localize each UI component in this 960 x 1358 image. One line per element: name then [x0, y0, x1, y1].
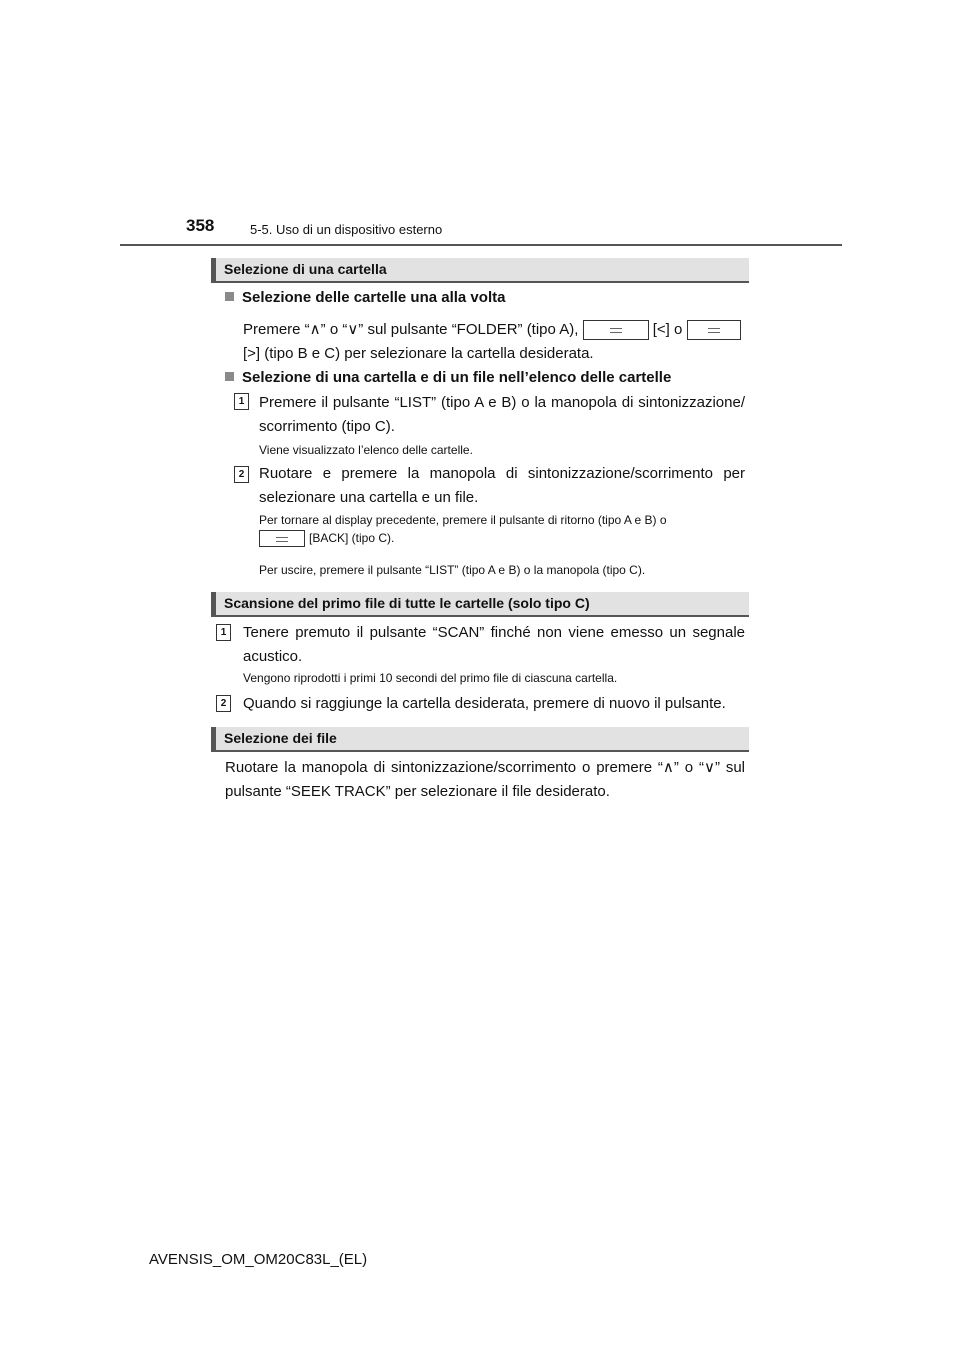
square-bullet-icon — [225, 292, 234, 301]
step-text: Premere il pulsante “LIST” (tipo A e B) o la manopola di sintonizzazione/ scorrimento (tipo C). — [259, 394, 745, 435]
step-text: Tenere premuto il pulsante “SCAN” finché non viene emesso un segnale acustico. — [243, 624, 745, 665]
paragraph-text-2: [<] o — [652, 321, 683, 338]
screen-button-icon — [583, 320, 649, 340]
section-title: 5-5. Uso di un dispositivo esterno — [250, 222, 443, 237]
subheading-elenco-cartelle — [225, 369, 671, 386]
subheading-label: Selezione di una cartella e di un file nell’elenco delle cartelle — [242, 369, 672, 386]
note-text: Per tornare al display precedente, premere il pulsante di ritorno (tipo A e B) o — [259, 513, 667, 527]
subheading-label: Selezione delle cartelle una alla volta — [242, 289, 506, 306]
step-text: Quando si raggiunge la cartella desiderata, premere di nuovo il pulsante. — [243, 695, 726, 712]
document-code: AVENSIS_OM_OM20C83L_(EL) — [149, 1251, 368, 1268]
step-number-badge: 2 — [234, 466, 249, 483]
step-note — [259, 511, 745, 547]
heading-label: Selezione di una cartella — [224, 261, 387, 277]
step-number-badge: 1 — [234, 393, 249, 410]
heading-selezione-file — [211, 727, 749, 752]
heading-selezione-cartella — [211, 258, 749, 283]
header-divider — [120, 244, 842, 246]
paragraph-text-1: Premere “∧” o “∨” sul pulsante “FOLDER” (tipo A), — [243, 321, 579, 338]
step-note: Viene visualizzato l’elenco delle cartelle. — [259, 443, 473, 457]
paragraph-una-alla-volta — [243, 318, 745, 366]
step-note: Per uscire, premere il pulsante “LIST” (tipo A e B) o la manopola (tipo C). — [259, 563, 646, 577]
square-bullet-icon — [225, 372, 234, 381]
paragraph-text-3: [>] (tipo B e C) per selezionare la cartella desiderata. — [243, 345, 594, 362]
subheading-una-alla-volta — [225, 289, 505, 306]
heading-label: Selezione dei file — [224, 730, 337, 746]
screen-button-icon — [259, 530, 305, 547]
paragraph-selezione-file: Ruotare la manopola di sintonizzazione/scorrimento o premere “∧” o “∨” sul pulsante “SEEK TRACK” per selezionare il file desiderato. — [225, 759, 745, 800]
note-text: [BACK] (tipo C). — [309, 531, 395, 545]
step-number-badge: 2 — [216, 695, 231, 712]
screen-button-icon — [687, 320, 741, 340]
step-number-badge: 1 — [216, 624, 231, 641]
page-number: 358 — [186, 216, 215, 235]
step-note: Vengono riprodotti i primi 10 secondi del primo file di ciascuna cartella. — [243, 671, 618, 685]
heading-label: Scansione del primo file di tutte le cartelle (solo tipo C) — [224, 595, 590, 611]
heading-scansione — [211, 592, 749, 617]
step-text: Ruotare e premere la manopola di sintonizzazione/scorrimento per selezionare una cartella e un file. — [259, 465, 745, 506]
